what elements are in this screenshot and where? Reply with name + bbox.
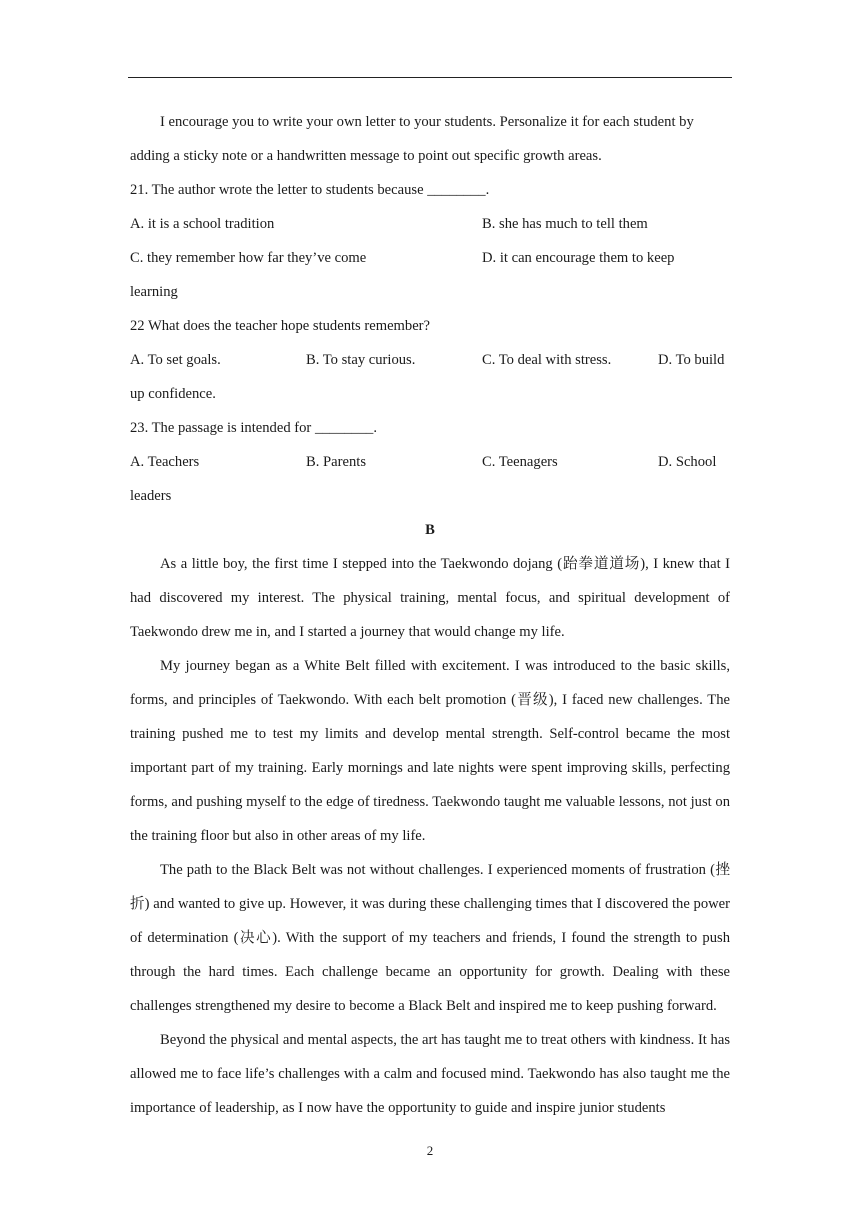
question-stem: 23. The passage is intended for ________. [130, 420, 377, 436]
option-d: D. it can encourage them to keep [482, 250, 675, 266]
option-overflow: up confidence. [130, 386, 216, 402]
section-heading: B [425, 522, 435, 538]
option-a: A. it is a school tradition [130, 216, 275, 232]
question-stem: 22 What does the teacher hope students remember? [130, 318, 431, 334]
option-row [130, 241, 730, 275]
header-rule [128, 77, 732, 78]
question-stem: 21. The author wrote the letter to students because ________. [130, 182, 490, 198]
intro-line-1: I encourage you to write your own letter to your students. Personalize it for each student by [160, 114, 694, 130]
question-21 [130, 173, 730, 309]
passage-paragraph: The path to the Black Belt was not without challenges. I experienced moments of frustration (挫折) and wanted to give up. However, it was during these challenging times that I discovered the power of determination (决心). With the support of my teachers and friends, I found the strength to push through the hard times. Each challenge became an opportunity for growth. Dealing with these challenges strengthened my desire to become a Black Belt and inspired me to keep pushing forward. [130, 862, 730, 1014]
option-row [130, 207, 730, 241]
document-page [130, 105, 730, 1125]
option-a: A. Teachers [130, 454, 200, 470]
option-b: B. she has much to tell them [482, 216, 648, 232]
option-d: D. To build [658, 352, 725, 368]
passage-paragraph: Beyond the physical and mental aspects, the art has taught me to treat others with kindness. It has allowed me to face life’s challenges with a calm and focused mind. Taekwondo has also taught me the importance of leadership, as I now have the opportunity to guide and inspire junior students [130, 1032, 730, 1116]
option-b: B. Parents [306, 454, 366, 470]
option-c: C. Teenagers [482, 454, 558, 470]
intro-line-2: adding a sticky note or a handwritten message to point out specific growth areas. [130, 148, 602, 164]
question-22 [130, 309, 730, 411]
option-overflow: leaders [130, 488, 172, 504]
option-b: B. To stay curious. [306, 352, 416, 368]
page-number: 2 [426, 1143, 434, 1158]
option-row [130, 445, 730, 479]
option-a: A. To set goals. [130, 352, 221, 368]
option-c: C. To deal with stress. [482, 352, 612, 368]
option-c: C. they remember how far they’ve come [130, 250, 367, 266]
option-d: D. School [658, 454, 717, 470]
option-overflow: learning [130, 284, 178, 300]
option-row [130, 343, 730, 377]
passage-paragraph: My journey began as a White Belt filled with excitement. I was introduced to the basic skills, forms, and principles of Taekwondo. With each belt promotion (晋级), I faced new challenges. The training pushed me to test my limits and develop mental strength. Self-control became the most important part of my training. Early mornings and late nights were spent improving skills, perfecting forms, and pushing myself to the edge of tiredness. Taekwondo taught me valuable lessons, not just on the training floor but also in other areas of my life. [130, 658, 730, 844]
question-23 [130, 411, 730, 513]
passage-paragraph: As a little boy, the first time I stepped into the Taekwondo dojang (跆拳道道场), I knew that I had discovered my interest. The physical training, mental focus, and spiritual development of Taekwondo drew me in, and I started a journey that would change my life. [130, 556, 730, 640]
